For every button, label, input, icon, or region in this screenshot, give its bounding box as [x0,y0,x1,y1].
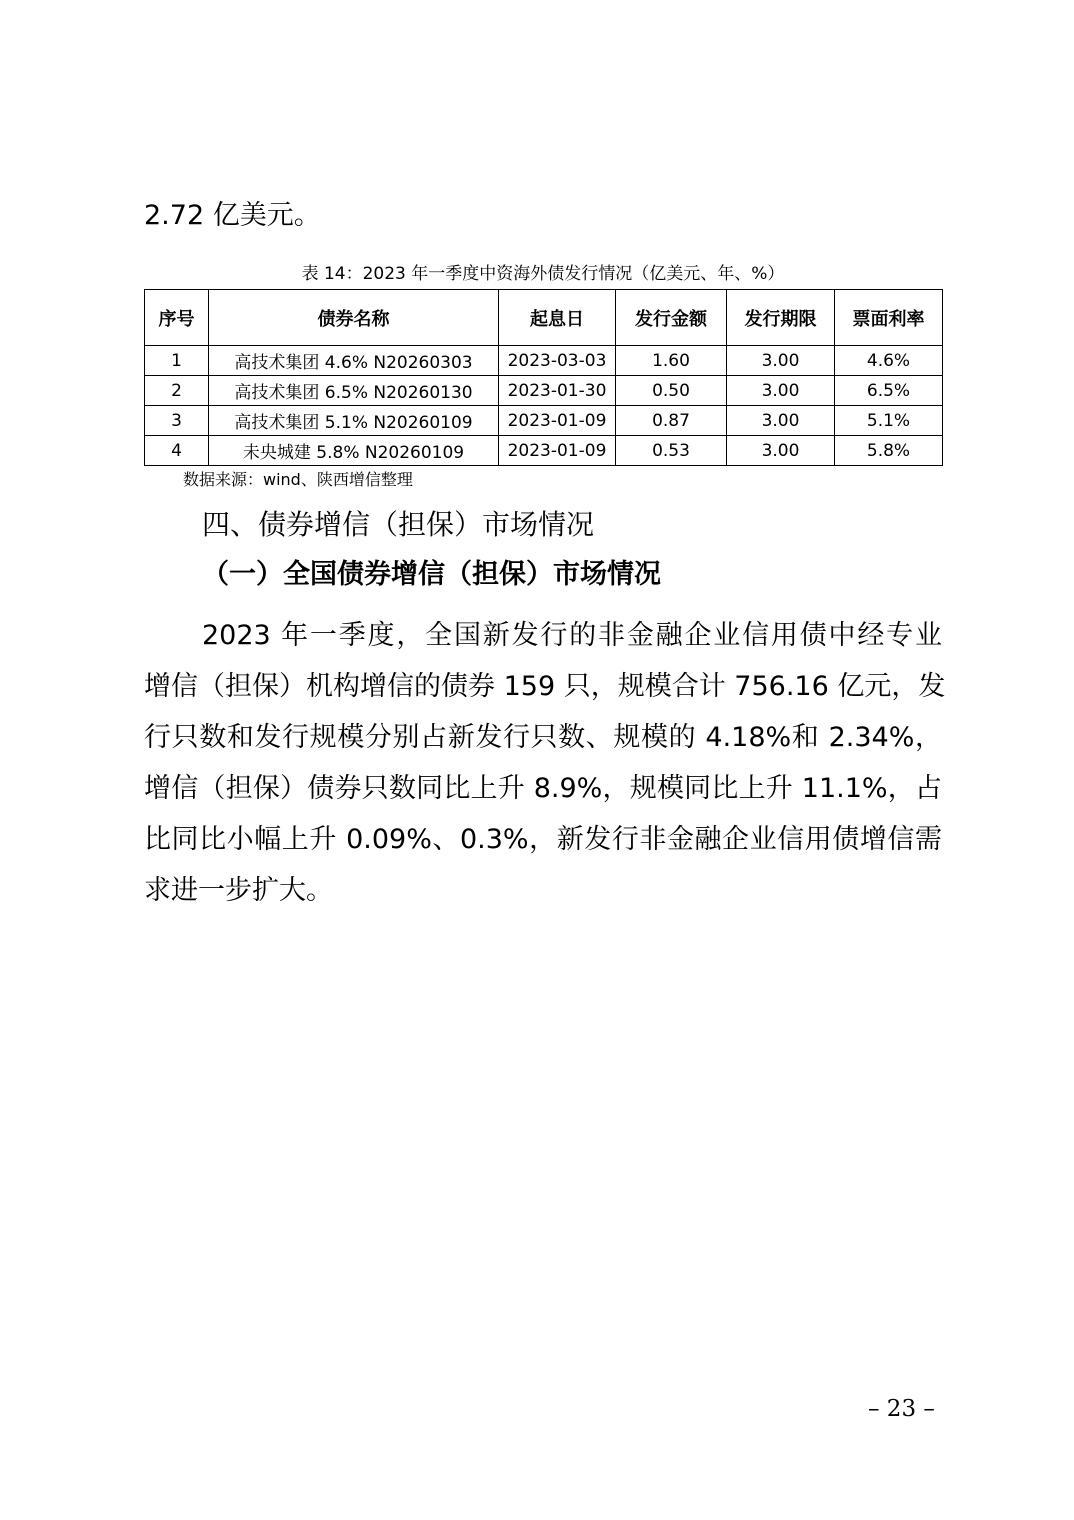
cell-serial: 2 [145,376,209,406]
table-source-note: 数据来源：wind、陕西增信整理 [183,470,413,489]
header-coupon-rate: 票面利率 [835,290,943,346]
cell-term: 3.00 [727,346,835,376]
page-number: – 23 – [868,1396,935,1422]
table-row [145,406,943,436]
continuation-text: 2.72 亿美元。 [144,200,321,231]
subsection-heading: （一）全国债券增信（担保）市场情况 [202,559,661,590]
cell-bond-name: 未央城建 5.8% N20260109 [209,436,499,466]
header-serial: 序号 [145,290,209,346]
cell-term: 3.00 [727,436,835,466]
bond-issuance-table [144,289,943,466]
header-issue-amount: 发行金额 [616,290,727,346]
paragraph-line: 2023 年一季度，全国新发行的非金融企业信用债中经专业 [202,620,942,651]
cell-issue-amount: 0.87 [616,406,727,436]
header-bond-name: 债券名称 [209,290,499,346]
cell-issue-amount: 0.50 [616,376,727,406]
table-header-row [145,290,943,346]
paragraph-line: 比同比小幅上升 0.09%、0.3%，新发行非金融企业信用债增信需 [144,824,942,855]
cell-issue-amount: 1.60 [616,346,727,376]
cell-bond-name: 高技术集团 6.5% N20260130 [209,376,499,406]
cell-value-date: 2023-01-30 [499,376,616,406]
cell-serial: 1 [145,346,209,376]
cell-value-date: 2023-01-09 [499,406,616,436]
paragraph-line: 求进一步扩大。 [144,875,333,906]
cell-term: 3.00 [727,376,835,406]
cell-value-date: 2023-01-09 [499,436,616,466]
cell-coupon-rate: 6.5% [835,376,943,406]
header-term: 发行期限 [727,290,835,346]
table-row [145,436,943,466]
cell-coupon-rate: 5.8% [835,436,943,466]
cell-term: 3.00 [727,406,835,436]
paragraph-line: 行只数和发行规模分别占新发行只数、规模的 4.18%和 2.34%， [144,722,942,753]
cell-bond-name: 高技术集团 4.6% N20260303 [209,346,499,376]
cell-serial: 3 [145,406,209,436]
paragraph-line: 增信（担保）债券只数同比上升 8.9%，规模同比上升 11.1%，占 [144,773,942,804]
table-row [145,346,943,376]
cell-coupon-rate: 4.6% [835,346,943,376]
cell-issue-amount: 0.53 [616,436,727,466]
cell-serial: 4 [145,436,209,466]
cell-bond-name: 高技术集团 5.1% N20260109 [209,406,499,436]
header-value-date: 起息日 [499,290,616,346]
cell-value-date: 2023-03-03 [499,346,616,376]
table-row [145,376,943,406]
section-heading: 四、债券增信（担保）市场情况 [202,508,595,541]
table-caption: 表 14：2023 年一季度中资海外债发行情况（亿美元、年、%） [301,264,785,284]
body-paragraph [144,614,946,920]
cell-coupon-rate: 5.1% [835,406,943,436]
paragraph-line: 增信（担保）机构增信的债券 159 只，规模合计 756.16 亿元，发 [144,671,946,702]
